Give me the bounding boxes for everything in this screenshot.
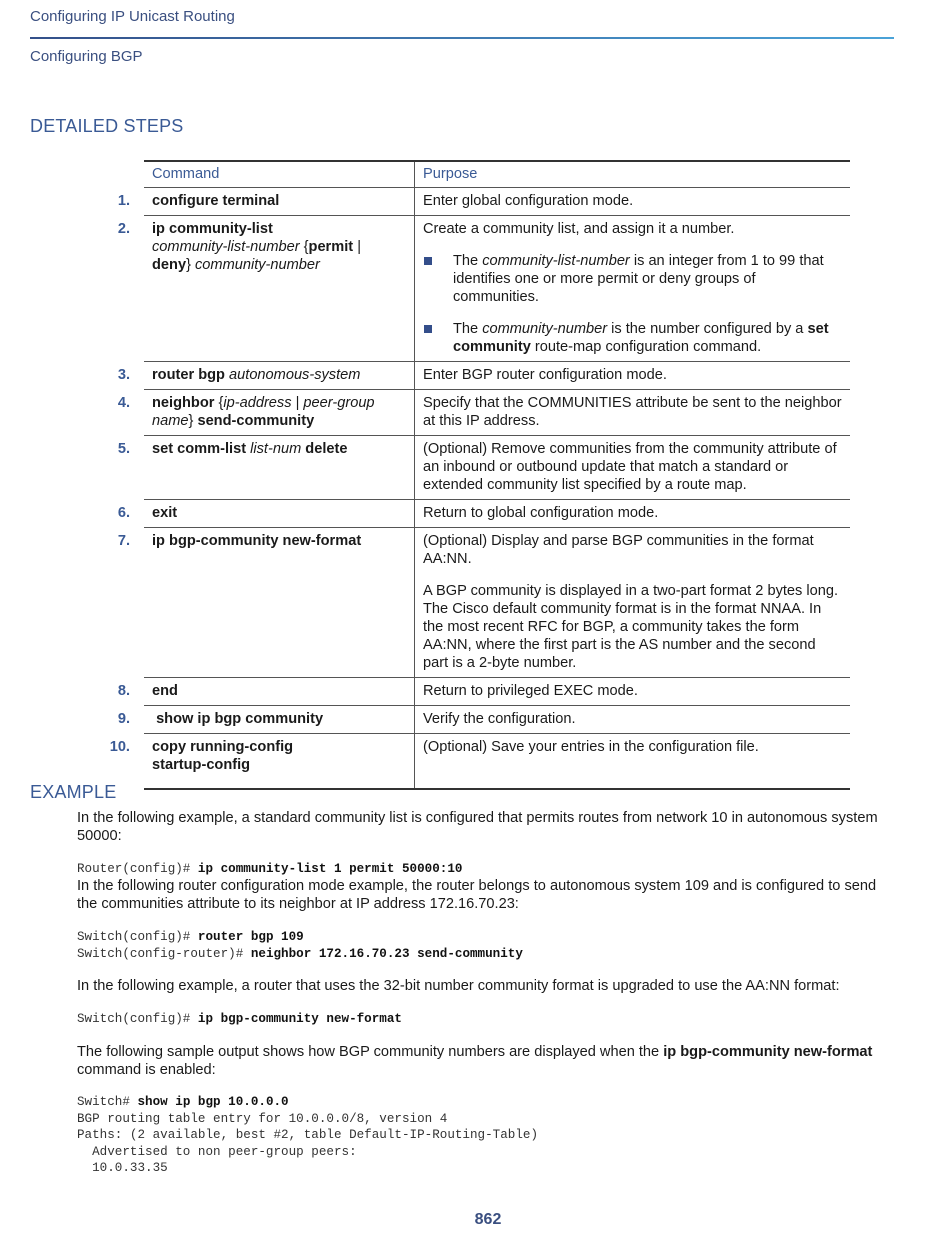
code-block: Switch(config)# router bgp 109 Switch(config-router)# neighbor 172.16.70.23 send-community	[77, 930, 523, 961]
chapter-title: Configuring IP Unicast Routing	[30, 8, 235, 25]
step-command: end	[144, 678, 415, 706]
table-row	[82, 678, 850, 706]
step-purpose: (Optional) Display and parse BGP communities in the format AA:NN. A BGP community is displayed in a two-part format 2 bytes long. The Cisco default community format is in the format NNAA. In the most recent RFC for BGP, a community takes the form AA:NN, where the first part is the AS number and the second part is a 2-byte number.	[415, 528, 851, 678]
code-block: Switch# show ip bgp 10.0.0.0 BGP routing table entry for 10.0.0.0/8, version 4 Paths: (2 available, best #2, table Default-IP-Routing-Table) Advertised to non peer-group peers: 10.0.33.35	[77, 1095, 539, 1175]
step-command: copy running-config startup-config	[144, 734, 415, 790]
step-number: 8.	[117, 682, 130, 699]
page-number: 862	[474, 1211, 502, 1228]
step-command: exit	[144, 500, 415, 528]
step-number: 2.	[117, 220, 130, 237]
example-paragraph: In the following example, a standard community list is configured that permits routes from network 10 in autonomous system 50000:	[77, 810, 878, 844]
step-purpose: Specify that the COMMUNITIES attribute be sent to the neighbor at this IP address.	[415, 390, 851, 436]
step-purpose: Verify the configuration.	[415, 706, 851, 734]
step-command: set comm-list list-num delete	[144, 436, 415, 500]
list-item: The community-number is the number configured by a set community route-map configuration command.	[423, 320, 842, 356]
bullet-square-icon	[424, 257, 432, 265]
step-command: router bgp autonomous-system	[144, 362, 415, 390]
table-row	[82, 706, 850, 734]
list-item: The community-list-number is an integer from 1 to 99 that identifies one or more permit or deny groups of communities.	[423, 252, 842, 306]
command-column-header: Command	[144, 161, 415, 188]
step-number: 7.	[117, 532, 130, 549]
step-purpose: (Optional) Remove communities from the community attribute of an inbound or outbound update that match a standard or extended community list specified by a route map.	[415, 436, 851, 500]
step-number: 9.	[117, 710, 130, 727]
step-purpose: (Optional) Save your entries in the configuration file.	[415, 734, 851, 790]
code-block: Switch(config)# ip bgp-community new-format	[77, 1012, 402, 1026]
bullet-square-icon	[424, 325, 432, 333]
step-purpose: Return to global configuration mode.	[415, 500, 851, 528]
table-row	[82, 436, 850, 500]
steps-table	[82, 160, 850, 790]
table-row	[82, 500, 850, 528]
header-rule	[30, 37, 894, 39]
step-number: 3.	[117, 366, 130, 383]
step-purpose: Enter BGP router configuration mode.	[415, 362, 851, 390]
step-number: 6.	[117, 504, 130, 521]
step-purpose: Return to privileged EXEC mode.	[415, 678, 851, 706]
step-number: 10.	[109, 738, 130, 755]
example-paragraph: The following sample output shows how BGP community numbers are displayed when the ip bgp-community new-format command is enabled:	[77, 1044, 873, 1078]
table-row	[82, 362, 850, 390]
table-row	[82, 528, 850, 678]
example-paragraph: In the following router configuration mode example, the router belongs to autonomous system 109 and is configured to send the communities attribute to its neighbor at IP address 172.16.70.23:	[77, 878, 877, 912]
code-block: Router(config)# ip community-list 1 permit 50000:10	[77, 862, 463, 876]
step-number: 5.	[117, 440, 130, 457]
step-command: ip bgp-community new-format	[144, 528, 415, 678]
step-number: 1.	[117, 192, 130, 209]
table-row	[82, 216, 850, 362]
example-paragraph: In the following example, a router that uses the 32-bit number community format is upgraded to use the AA:NN format:	[77, 978, 840, 994]
step-command: neighbor {ip-address | peer-group name} send-community	[144, 390, 415, 436]
table-header-row	[82, 161, 850, 188]
table-row	[82, 188, 850, 216]
example-heading: EXAMPLE	[30, 782, 117, 802]
purpose-column-header: Purpose	[415, 161, 851, 188]
table-row	[82, 390, 850, 436]
bullet-list	[423, 252, 842, 356]
step-purpose: Enter global configuration mode.	[415, 188, 851, 216]
step-command: show ip bgp community	[144, 706, 415, 734]
section-title: Configuring BGP	[30, 48, 143, 65]
step-command: ip community-list community-list-number {permit | deny} community-number	[144, 216, 415, 362]
detailed-steps-heading: DETAILED STEPS	[30, 116, 184, 136]
step-number: 4.	[117, 394, 130, 411]
step-purpose: Create a community list, and assign it a number. The community-list-number is an integer from 1 to 99 that identifies one or more permit or deny groups of communities. The community-number is the number configured by a set community route-map configuration command.	[415, 216, 851, 362]
step-command: configure terminal	[144, 188, 415, 216]
table-row	[82, 734, 850, 790]
